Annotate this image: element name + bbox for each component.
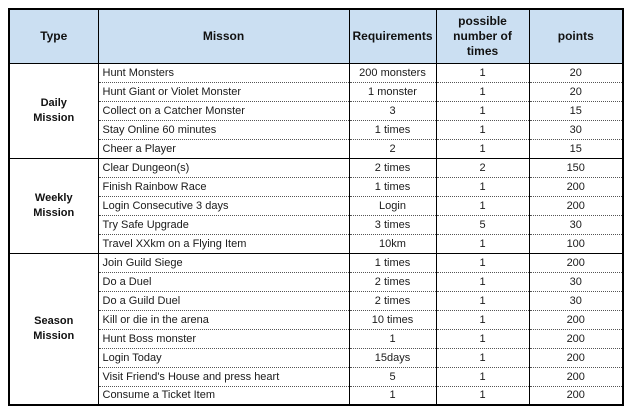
table-row	[9, 196, 623, 215]
times-cell: 5	[436, 215, 529, 234]
misson-cell: Clear Dungeon(s)	[98, 158, 349, 177]
points-cell: 200	[529, 348, 623, 367]
requirements-cell: 1 times	[349, 253, 436, 272]
table-row	[9, 272, 623, 291]
table-row	[9, 82, 623, 101]
points-cell: 200	[529, 196, 623, 215]
points-cell: 200	[529, 386, 623, 405]
points-cell: 30	[529, 291, 623, 310]
requirements-cell: 10 times	[349, 310, 436, 329]
points-cell: 200	[529, 310, 623, 329]
table-row	[9, 139, 623, 158]
misson-cell: Hunt Giant or Violet Monster	[98, 82, 349, 101]
table-row	[9, 291, 623, 310]
times-cell: 1	[436, 272, 529, 291]
col-header-requirements: Requirements	[349, 9, 436, 63]
requirements-cell: 2 times	[349, 291, 436, 310]
requirements-cell: 10km	[349, 234, 436, 253]
table-row	[9, 101, 623, 120]
times-cell: 1	[436, 291, 529, 310]
points-cell: 30	[529, 272, 623, 291]
misson-cell: Try Safe Upgrade	[98, 215, 349, 234]
points-cell: 15	[529, 101, 623, 120]
requirements-cell: 3	[349, 101, 436, 120]
requirements-cell: 2 times	[349, 158, 436, 177]
misson-cell: Hunt Monsters	[98, 63, 349, 82]
times-cell: 1	[436, 177, 529, 196]
requirements-cell: 1	[349, 386, 436, 405]
requirements-cell: 2	[349, 139, 436, 158]
table-row	[9, 158, 623, 177]
requirements-cell: 1	[349, 329, 436, 348]
points-cell: 200	[529, 329, 623, 348]
times-cell: 1	[436, 310, 529, 329]
times-cell: 1	[436, 120, 529, 139]
table-row	[9, 234, 623, 253]
table-row	[9, 215, 623, 234]
table-body	[9, 63, 623, 405]
misson-cell: Kill or die in the arena	[98, 310, 349, 329]
table-row	[9, 253, 623, 272]
points-cell: 200	[529, 177, 623, 196]
times-cell: 2	[436, 158, 529, 177]
table-row	[9, 386, 623, 405]
table-header	[9, 9, 623, 63]
points-cell: 15	[529, 139, 623, 158]
misson-cell: Login Today	[98, 348, 349, 367]
requirements-cell: 15days	[349, 348, 436, 367]
points-cell: 30	[529, 120, 623, 139]
misson-cell: Travel XXkm on a Flying Item	[98, 234, 349, 253]
requirements-cell: 1 monster	[349, 82, 436, 101]
misson-cell: Finish Rainbow Race	[98, 177, 349, 196]
col-header-possible-number-of-times: possible number of times	[436, 9, 529, 63]
points-cell: 100	[529, 234, 623, 253]
times-cell: 1	[436, 253, 529, 272]
requirements-cell: 3 times	[349, 215, 436, 234]
times-cell: 1	[436, 386, 529, 405]
misson-cell: Hunt Boss monster	[98, 329, 349, 348]
header-row	[9, 9, 623, 63]
times-cell: 1	[436, 139, 529, 158]
table-row	[9, 367, 623, 386]
requirements-cell: 200 monsters	[349, 63, 436, 82]
requirements-cell: 1 times	[349, 177, 436, 196]
table-row	[9, 348, 623, 367]
type-group-cell: Daily Mission	[9, 63, 98, 158]
times-cell: 1	[436, 348, 529, 367]
mission-table	[8, 8, 624, 406]
times-cell: 1	[436, 367, 529, 386]
times-cell: 1	[436, 63, 529, 82]
times-cell: 1	[436, 82, 529, 101]
points-cell: 200	[529, 253, 623, 272]
times-cell: 1	[436, 196, 529, 215]
table-row	[9, 310, 623, 329]
requirements-cell: Login	[349, 196, 436, 215]
col-header-type: Type	[9, 9, 98, 63]
times-cell: 1	[436, 234, 529, 253]
requirements-cell: 1 times	[349, 120, 436, 139]
table-row	[9, 120, 623, 139]
type-group-cell: Season Mission	[9, 253, 98, 405]
times-cell: 1	[436, 329, 529, 348]
points-cell: 20	[529, 63, 623, 82]
col-header-points: points	[529, 9, 623, 63]
table-row	[9, 329, 623, 348]
misson-cell: Do a Guild Duel	[98, 291, 349, 310]
table-row	[9, 63, 623, 82]
points-cell: 150	[529, 158, 623, 177]
table-row	[9, 177, 623, 196]
type-group-cell: Weekly Mission	[9, 158, 98, 253]
points-cell: 20	[529, 82, 623, 101]
misson-cell: Collect on a Catcher Monster	[98, 101, 349, 120]
misson-cell: Login Consecutive 3 days	[98, 196, 349, 215]
requirements-cell: 2 times	[349, 272, 436, 291]
misson-cell: Join Guild Siege	[98, 253, 349, 272]
points-cell: 200	[529, 367, 623, 386]
misson-cell: Stay Online 60 minutes	[98, 120, 349, 139]
col-header-misson: Misson	[98, 9, 349, 63]
misson-cell: Visit Friend's House and press heart	[98, 367, 349, 386]
points-cell: 30	[529, 215, 623, 234]
misson-cell: Do a Duel	[98, 272, 349, 291]
misson-cell: Cheer a Player	[98, 139, 349, 158]
misson-cell: Consume a Ticket Item	[98, 386, 349, 405]
times-cell: 1	[436, 101, 529, 120]
requirements-cell: 5	[349, 367, 436, 386]
